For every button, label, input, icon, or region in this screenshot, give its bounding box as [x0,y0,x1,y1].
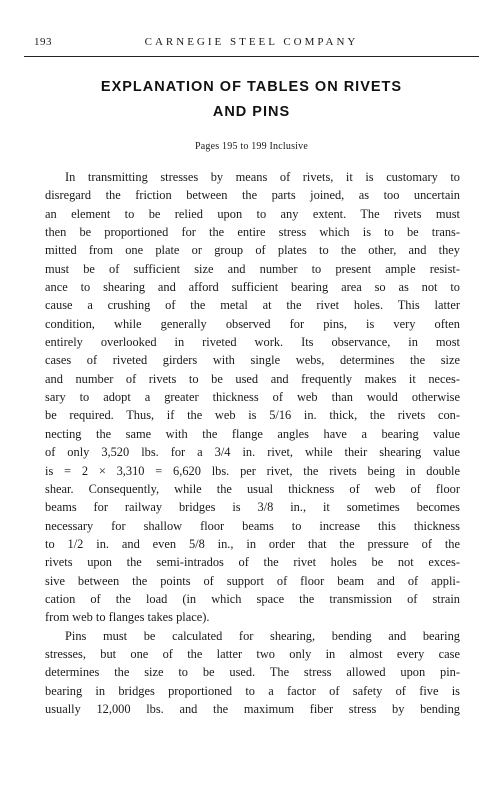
text-line: cation of the load (in which space the transmission of strain [45,591,460,606]
text-line: stresses, but one of the latter two only in almost every case [45,646,460,661]
text-line: bearing in bridges proportioned to a factor of safety of five is [45,683,460,698]
text-line: of only 3,520 lbs. for a 3/4 in. rivet, while their shearing value [45,445,460,460]
text-line: must be of sufficient size and number to present ample resist- [45,261,460,276]
text-line: cases of riveted girders with single webs, determines the size [45,353,460,368]
text-line: necessary for shallow floor beams to increase this thickness [45,518,460,533]
running-header [24,30,479,50]
text-line: condition, while generally observed for pins, is very often [45,316,460,331]
header-rule [24,56,479,57]
text-line: and number of rivets to be used and frequently makes it neces- [45,371,460,386]
text-line: usually 12,000 lbs. and the maximum fiber stress by bending [45,701,460,716]
text-line: beams for railway bridges is 3/8 in., it sometimes becomes [45,500,460,515]
text-line: be required. Thus, if the web is 5/16 in. thick, the rivets con- [45,408,460,423]
text-line: from web to flanges takes place). [45,610,210,625]
text-line: sive between the points of support of floor beam and of appli- [45,573,460,588]
text-line: is = 2 × 3,310 = 6,620 lbs. per rivet, the rivets being in double [45,463,460,478]
running-title: CARNEGIE STEEL COMPANY [144,36,359,48]
section-title-line-2: AND PINS [212,104,291,120]
text-line: determines the size to be used. The stress allowed upon pin- [45,665,460,680]
text-line: In transmitting stresses by means of rivets, it is customary to [65,170,460,184]
text-line: ance to shearing and afford sufficient bearing area so as not to [45,280,460,295]
pages-note: Pages 195 to 199 Inclusive [195,141,308,152]
text-line: then be proportioned for the entire stress which is to be trans- [45,225,460,240]
text-line: an element to be relied upon to any extent. The rivets must [45,206,460,221]
text-line: sary to adopt a greater thickness of web than would otherwise [45,390,460,405]
text-line: necting the same with the flange angles have a bearing value [45,426,460,441]
section-title-line-1: EXPLANATION OF TABLES ON RIVETS [100,79,403,95]
text-line: entirely overlooked in riveted work. Its observance, in most [45,335,460,350]
text-line: Pins must be calculated for shearing, bending and bearing [65,628,460,643]
page-number: 193 [34,36,52,48]
paragraph-2 [45,627,460,719]
text-line: rivets upon the semi-intrados of the rivet holes be not exces- [45,555,460,570]
text-line: shear. Consequently, while the usual thickness of web of floor [45,481,460,496]
text-line: mitted from one plate or group of plates to the other, and they [45,243,460,258]
paragraph-1 [45,168,460,627]
text-line: to 1/2 in. and even 5/8 in., in order that the pressure of the [45,536,460,551]
text-line: disregard the friction between the parts joined, as too uncertain [45,188,460,203]
body-text [45,168,460,718]
text-line: cause a crushing of the metal at the rivet holes. This latter [45,298,460,313]
